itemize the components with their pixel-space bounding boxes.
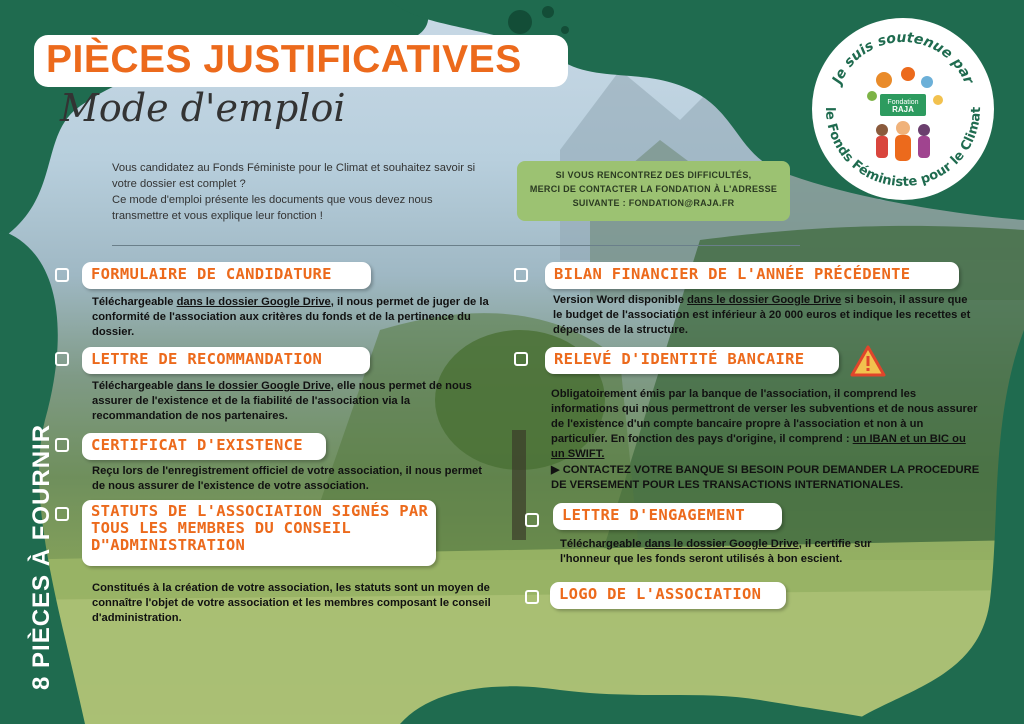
contact-box — [517, 161, 790, 221]
drive-link-formulaire[interactable]: dans le dossier Google Drive — [176, 296, 331, 308]
rib-note: ▶ CONTACTEZ VOTRE BANQUE SI BESOIN POUR DEMANDER LA PROCEDURE DE VERSEMENT POUR LES TRANSACTIONS INTERNATIONALES. — [551, 464, 980, 491]
checkbox-statuts[interactable] — [55, 507, 69, 521]
support-badge — [812, 18, 994, 200]
iban-link: un IBAN et un BIC ou un SWIFT. — [551, 433, 966, 460]
badge-top-text: Je suis soutenue par — [829, 29, 977, 87]
label-certificat: CERTIFICAT D'EXISTENCE — [82, 433, 326, 460]
drive-link-engagement[interactable]: dans le dossier Google Drive — [644, 538, 799, 550]
checkbox-logo[interactable] — [525, 590, 539, 604]
label-logo: LOGO DE L'ASSOCIATION — [550, 582, 786, 609]
page-title: PIÈCES JUSTIFICATIVES — [46, 38, 522, 81]
badge-graphic — [812, 18, 994, 200]
page-subtitle: Mode d'emploi — [60, 86, 346, 130]
badge-bottom-text: le Fonds Féministe pour le Climat — [821, 106, 985, 191]
badge-sign-line-2: RAJA — [892, 105, 914, 114]
contact-line-3: SUIVANTE : FONDATION@RAJA.FR — [572, 198, 735, 208]
drive-link-lettre-reco[interactable]: dans le dossier Google Drive — [176, 380, 331, 392]
label-rib: RELEVÉ D'IDENTITÉ BANCAIRE — [545, 347, 839, 374]
checkbox-engagement[interactable] — [525, 513, 539, 527]
label-lettre-reco: LETTRE DE RECOMMANDATION — [82, 347, 370, 374]
intro-text — [112, 160, 487, 224]
intro-line-2: Ce mode d'emploi présente les documents que vous devez nous transmettre et vous explique leur fonction ! — [112, 194, 433, 222]
checkbox-rib[interactable] — [514, 352, 528, 366]
checkbox-formulaire[interactable] — [55, 268, 69, 282]
desc-rib: Obligatoirement émis par la banque de l'association, il comprend les informations qui nous permettront de verser les subventions et de nous assurer de l'existence d'un compte bancaire propre à l'association et non à un particulier. En fonction des pays d'origine, il comprend : un IBAN et un BIC ou un SWIFT. — [551, 388, 978, 460]
checkbox-certificat[interactable] — [55, 438, 69, 452]
badge-sign-line-1: Fondation — [887, 99, 919, 106]
desc-statuts: Constitués à la création de votre association, les statuts sont un moyen de connaître l'objet de votre association et les membres composant le conseil d'administration. — [92, 582, 491, 624]
contact-line-1: SI VOUS RENCONTREZ DES DIFFICULTÉS, — [555, 170, 752, 180]
divider — [112, 245, 800, 246]
checkbox-lettre-reco[interactable] — [55, 352, 69, 366]
desc-engagement: Téléchargeable dans le dossier Google Drive, il certifie sur l'honneur que les fonds seront utilisés à bon escient. — [560, 538, 872, 565]
warning-icon — [850, 345, 886, 377]
side-label: 8 PIÈCES À FOURNIR — [28, 423, 55, 690]
desc-lettre-reco: Téléchargeable dans le dossier Google Drive, elle nous permet de nous assurer de l'existence et de la fiabilité de l'association via la recommandation de nos partenaires. — [92, 380, 472, 422]
drive-link-bilan[interactable]: dans le dossier Google Drive — [687, 294, 842, 306]
label-formulaire: FORMULAIRE DE CANDIDATURE — [82, 262, 371, 289]
label-statuts: STATUTS DE L'ASSOCIATION SIGNÉS PAR TOUS LES MEMBRES DU CONSEIL D"ADMINISTRATION — [82, 500, 436, 566]
desc-bilan: Version Word disponible dans le dossier Google Drive si besoin, il assure que le budget de l'association est inférieur à 20 000 euros et indique les recettes et dépenses de la structure. — [553, 294, 971, 336]
checkbox-bilan[interactable] — [514, 268, 528, 282]
desc-formulaire: Téléchargeable dans le dossier Google Drive, il nous permet de juger de la conformité de l'association aux critères du fonds et de la pertinence du dossier. — [92, 296, 489, 338]
desc-certificat: Reçu lors de l'enregistrement officiel de votre association, il nous permet de nous assurer de l'existence de votre association. — [92, 465, 482, 492]
label-engagement: LETTRE D'ENGAGEMENT — [553, 503, 782, 530]
contact-line-2: MERCI DE CONTACTER LA FONDATION À L'ADRESSE — [529, 184, 778, 194]
label-bilan: BILAN FINANCIER DE L'ANNÉE PRÉCÉDENTE — [545, 262, 959, 289]
intro-line-1: Vous candidatez au Fonds Féministe pour le Climat et souhaitez savoir si votre dossier est complet ? — [112, 162, 476, 190]
